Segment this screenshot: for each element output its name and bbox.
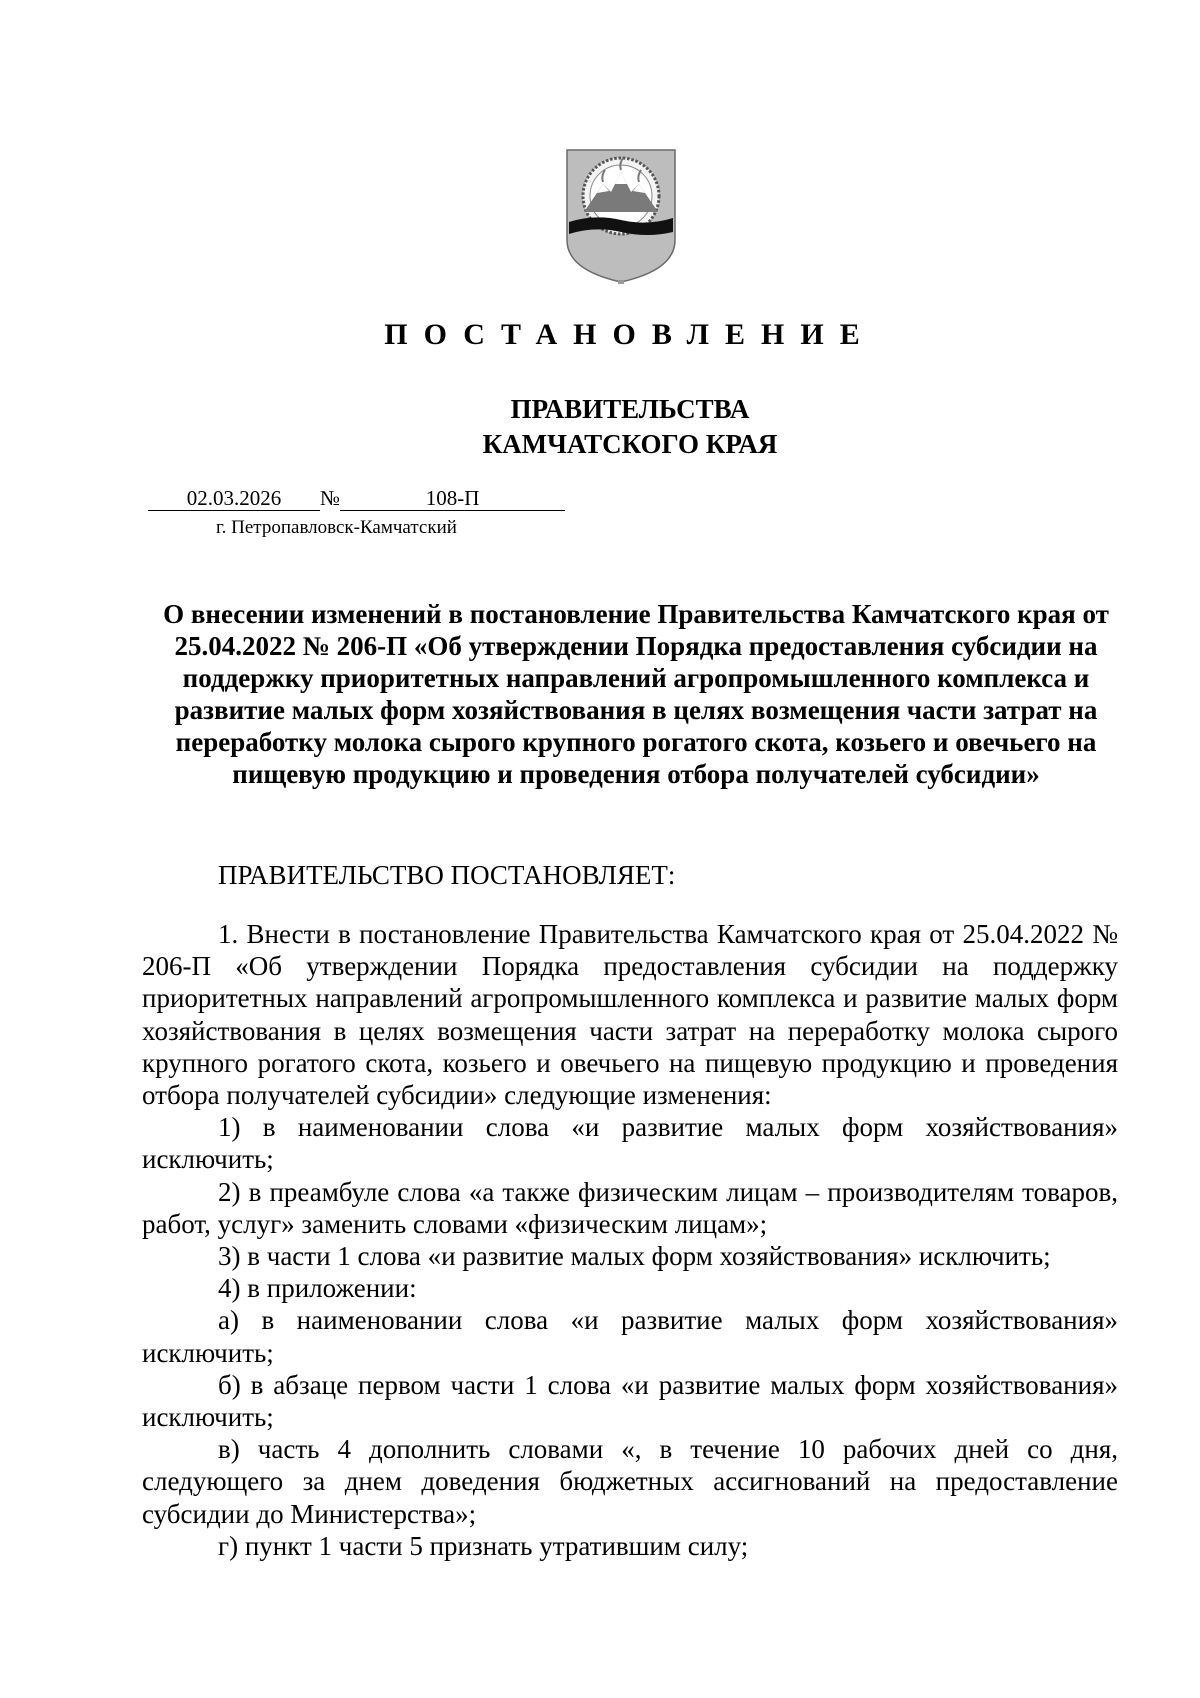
paragraph: б) в абзаце первом части 1 слова «и развитие малых форм хозяйствования» исключить; [142, 1369, 1118, 1433]
paragraph: а) в наименовании слова «и развитие малых форм хозяйствования» исключить; [142, 1305, 1118, 1368]
number-sign: № [320, 486, 341, 510]
document-number: 108-П [340, 486, 565, 511]
registration-line [148, 486, 565, 511]
document-body [142, 918, 1118, 1562]
resolves-heading: ПРАВИТЕЛЬСТВО ПОСТАНОВЛЯЕТ: [218, 860, 676, 890]
document-title: О внесении изменений в постановление Правительства Камчатского края от 25.04.2022 № 206-П «Об утверждении Порядка предоставления субсидии на поддержку приоритетных направлений агропромышленного комплекса и развитие малых форм хозяйствования в целях возмещения части затрат на переработку молока сырого крупного рогатого скота, козьего и овечьего на пищевую продукцию и проведения отбора получателей субсидии» [163, 599, 1109, 789]
paragraph: г) пункт 1 части 5 признать утратившим силу; [218, 1530, 749, 1561]
issuer-block [0, 392, 1200, 462]
issuer-line-1: ПРАВИТЕЛЬСТВА [510, 394, 750, 424]
paragraph: 2) в преамбуле слова «а также физическим лицам – производителям товаров, работ, услуг» заменить словами «физическим лицам»; [142, 1176, 1118, 1239]
city: г. Петропавловск-Камчатский [216, 517, 457, 538]
document-date: 02.03.2026 [148, 486, 320, 511]
coat-of-arms-icon [565, 148, 677, 284]
issuer-line-2: КАМЧАТСКОГО КРАЯ [482, 429, 778, 459]
paragraph: 1. Внести в постановление Правительства Камчатского края от 25.04.2022 № 206-П «Об утверждении Порядка предоставления субсидии на поддержку приоритетных направлений агропромышленного комплекса и развитие малых форм хозяйствования в целях возмещения части затрат на переработку молока сырого крупного рогатого скота, козьего и овечьего на пищевую продукцию и проведения отбора получателей субсидии» следующие изменения: [142, 919, 1118, 1111]
document-type: ПОСТАНОВЛЕНИЕ [384, 318, 876, 351]
paragraph: 3) в части 1 слова «и развитие малых форм хозяйствования» исключить; [218, 1241, 1051, 1272]
paragraph: в) часть 4 дополнить словами «, в течение 10 рабочих дней со дня, следующего за днем доведения бюджетных ассигнований на предоставление субсидии до Министерства»; [142, 1434, 1118, 1529]
paragraph: 4) в приложении: [218, 1273, 417, 1304]
paragraph: 1) в наименовании слова «и развитие малых форм хозяйствования» исключить; [142, 1112, 1118, 1175]
